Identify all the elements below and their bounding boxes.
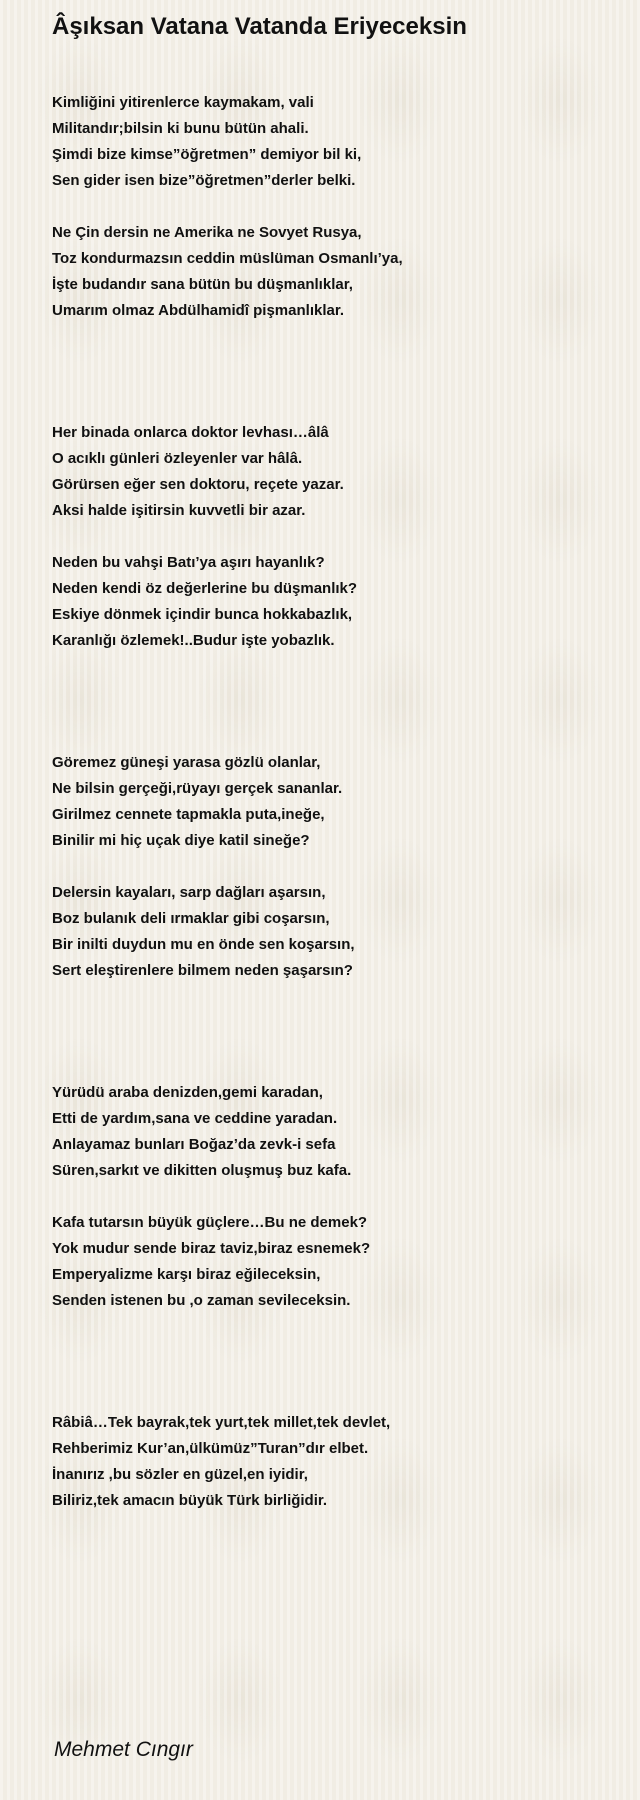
poem-title: Âşıksan Vatana Vatanda Eriyeceksin xyxy=(52,13,467,40)
verse-line: Girilmez cennete tapmakla puta,ineğe, xyxy=(52,806,325,823)
poem-body xyxy=(52,90,640,1514)
verse-line: Her binada onlarca doktor levhası…âlâ xyxy=(52,424,329,441)
verse-line: Göremez güneşi yarasa gözlü olanlar, xyxy=(52,754,321,771)
stanza xyxy=(52,1210,640,1314)
stanza xyxy=(52,420,640,524)
stanza xyxy=(52,90,640,194)
verse-line: Anlayamaz bunları Boğaz’da zevk-i sefa xyxy=(52,1136,336,1153)
verse-line: Delersin kayaları, sarp dağları aşarsın, xyxy=(52,884,326,901)
verse-line: Yürüdü araba denizden,gemi karadan, xyxy=(52,1084,323,1101)
stanza xyxy=(52,1080,640,1184)
verse-line: Militandır;bilsin ki bunu bütün ahali. xyxy=(52,120,309,137)
verse-line: Ne bilsin gerçeği,rüyayı gerçek sananlar. xyxy=(52,780,343,797)
verse-line: Toz kondurmazsın ceddin müslüman Osmanlı’ya, xyxy=(52,250,403,267)
poem-part xyxy=(52,420,640,654)
poem-author: Mehmet Cıngır xyxy=(54,1738,193,1761)
verse-line: Bir inilti duydun mu en önde sen koşarsın, xyxy=(52,936,355,953)
verse-line: Sen gider isen bize”öğretmen”derler belki. xyxy=(52,172,356,189)
verse-line: Kimliğini yitirenlerce kaymakam, vali xyxy=(52,94,314,111)
verse-line: Sert eleştirenlere bilmem neden şaşarsın? xyxy=(52,962,353,979)
stanza xyxy=(52,220,640,324)
verse-line: Boz bulanık deli ırmaklar gibi coşarsın, xyxy=(52,910,330,927)
stanza xyxy=(52,550,640,654)
verse-line: İşte budandır sana bütün bu düşmanlıklar, xyxy=(52,276,353,293)
poem-part xyxy=(52,1410,640,1514)
verse-line: Eskiye dönmek içindir bunca hokkabazlık, xyxy=(52,606,353,623)
poem-part xyxy=(52,90,640,324)
verse-line: Neden kendi öz değerlerine bu düşmanlık? xyxy=(52,580,358,597)
poem-part xyxy=(52,750,640,984)
verse-line: İnanırız ,bu sözler en güzel,en iyidir, xyxy=(52,1466,308,1483)
stanza xyxy=(52,880,640,984)
stanza xyxy=(52,750,640,854)
verse-line: O acıklı günleri özleyenler var hâlâ. xyxy=(52,450,303,467)
verse-line: Etti de yardım,sana ve ceddine yaradan. xyxy=(52,1110,338,1127)
verse-line: Süren,sarkıt ve dikitten oluşmuş buz kafa. xyxy=(52,1162,352,1179)
poem-part xyxy=(52,1080,640,1314)
verse-line: Şimdi bize kimse”öğretmen” demiyor bil ki, xyxy=(52,146,362,163)
verse-line: Yok mudur sende biraz taviz,biraz esnemek? xyxy=(52,1240,371,1257)
verse-line: Ne Çin dersin ne Amerika ne Sovyet Rusya, xyxy=(52,224,362,241)
verse-line: Neden bu vahşi Batı’ya aşırı hayanlık? xyxy=(52,554,325,571)
verse-line: Umarım olmaz Abdülhamidî pişmanlıklar. xyxy=(52,302,345,319)
verse-line: Aksi halde işitirsin kuvvetli bir azar. xyxy=(52,502,306,519)
stanza xyxy=(52,1410,640,1514)
verse-line: Râbiâ…Tek bayrak,tek yurt,tek millet,tek devlet, xyxy=(52,1414,391,1431)
verse-line: Kafa tutarsın büyük güçlere…Bu ne demek? xyxy=(52,1214,368,1231)
verse-line: Biliriz,tek amacın büyük Türk birliğidir. xyxy=(52,1492,328,1509)
verse-line: Senden istenen bu ,o zaman sevileceksin. xyxy=(52,1292,351,1309)
verse-line: Emperyalizme karşı biraz eğileceksin, xyxy=(52,1266,321,1283)
verse-line: Binilir mi hiç uçak diye katil sineğe? xyxy=(52,832,310,849)
verse-line: Görürsen eğer sen doktoru, reçete yazar. xyxy=(52,476,344,493)
verse-line: Karanlığı özlemek!..Budur işte yobazlık. xyxy=(52,632,335,649)
verse-line: Rehberimiz Kur’an,ülkümüz”Turan”dır elbet. xyxy=(52,1440,369,1457)
